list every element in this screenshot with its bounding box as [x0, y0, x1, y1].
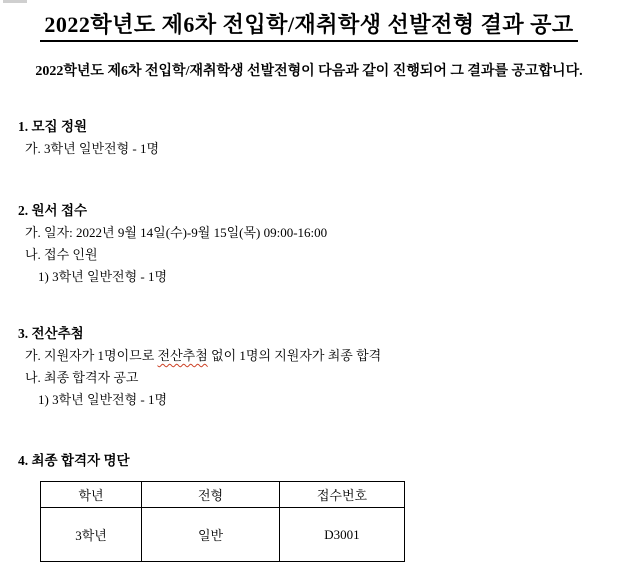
application-count-grade3-general: 1) 3학년 일반전형 - 1명 — [38, 269, 168, 284]
lottery-result-suffix: 없이 1명의 지원자가 최종 합격 — [207, 348, 382, 363]
spellcheck-marked-word: 전산추첨 — [157, 348, 208, 363]
table-row — [41, 508, 405, 562]
table-header-grade: 학년 — [41, 482, 142, 508]
section-heading-final-pass-list: 4. 최종 합격자 명단 — [18, 453, 130, 468]
final-pass-announcement-label: 나. 최종 합격자 공고 — [25, 370, 139, 385]
table-header-row — [41, 482, 405, 508]
table-header-application-number: 접수번호 — [280, 482, 405, 508]
final-pass-table — [40, 481, 405, 562]
application-date-line: 가. 일자: 2022년 9월 14일(수)-9월 15일(목) 09:00-16:00 — [25, 225, 328, 240]
table-cell-grade: 3학년 — [41, 508, 142, 562]
table-header-admission-track: 전형 — [142, 482, 280, 508]
document-title: 2022학년도 제6차 전입학/재취학생 선발전형 결과 공고 — [40, 12, 577, 42]
table-cell-admission-track: 일반 — [142, 508, 280, 562]
lottery-result-prefix: 가. 지원자가 1명이므로 — [25, 348, 158, 363]
window-edge-artifact — [3, 0, 27, 3]
document-subtitle: 2022학년도 제6차 전입학/재취학생 선발전형이 다음과 같이 진행되어 그 결과를 공고합니다. — [35, 64, 583, 79]
final-pass-grade3-general: 1) 3학년 일반전형 - 1명 — [38, 392, 168, 407]
section-heading-recruitment-quota: 1. 모집 정원 — [18, 119, 88, 134]
application-count-label: 나. 접수 인원 — [25, 247, 98, 262]
lottery-result-line — [0, 345, 618, 367]
section-heading-computer-lottery: 3. 전산추첨 — [18, 326, 84, 341]
table-cell-application-number: D3001 — [280, 508, 405, 562]
recruitment-item-grade3-general: 가. 3학년 일반전형 - 1명 — [25, 141, 160, 156]
section-heading-application-submission: 2. 원서 접수 — [18, 203, 88, 218]
